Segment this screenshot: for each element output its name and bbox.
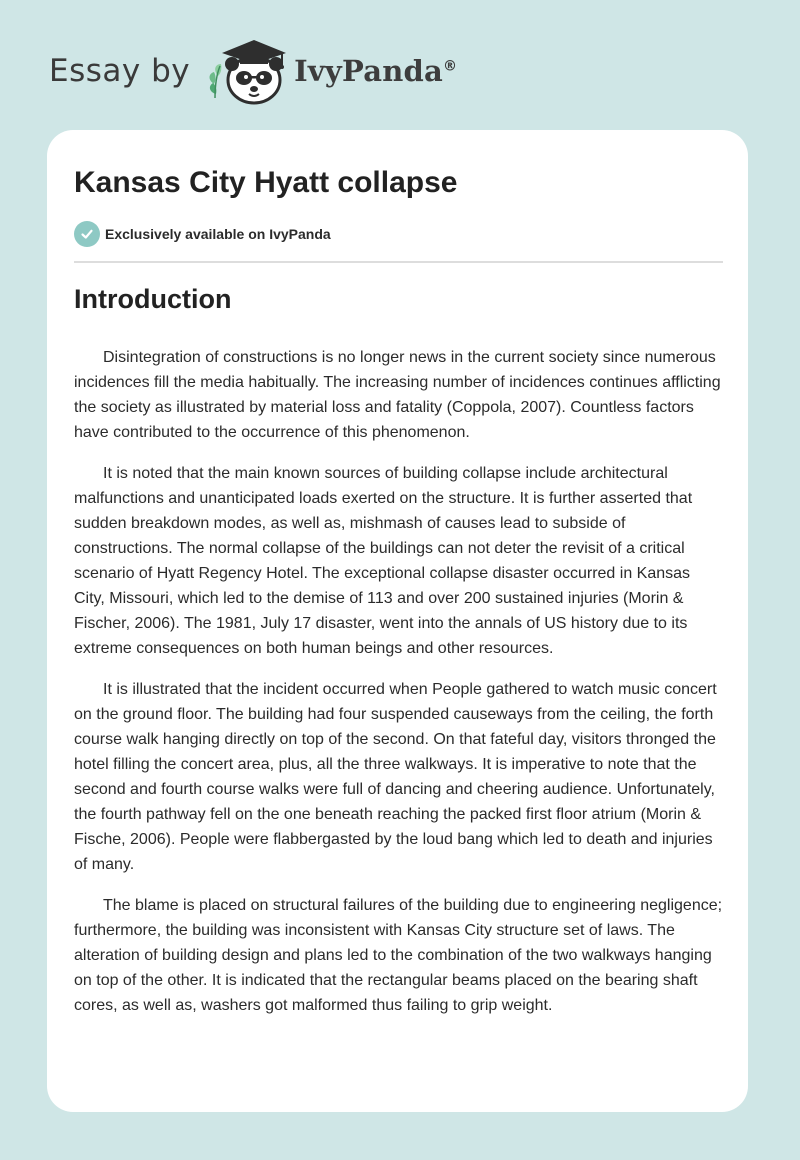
brand-name: IvyPanda® (294, 54, 458, 88)
title-divider (74, 261, 723, 263)
registered-mark: ® (442, 58, 458, 75)
exclusive-badge (74, 221, 331, 247)
essay-body (74, 345, 723, 1034)
site-brand[interactable] (49, 36, 457, 106)
paragraph: Disintegration of constructions is no longer news in the current society since numerous incidences fill the media habitually. The increasing number of incidences continues afflicting the society as illustrated by material loss and fatality (Coppola, 2007). Countless factors have contributed to the occurrence of this phenomenon. (74, 349, 721, 441)
page-title: Kansas City Hyatt collapse (74, 166, 458, 199)
section-heading: Introduction (74, 284, 232, 314)
paragraph: It is illustrated that the incident occurred when People gathered to watch music concert on the ground floor. The building had four suspended causeways from the ceiling, the forth course walk hanging directly on top of the second. On that fateful day, visitors thronged the hotel filling the concert area, plus, all the three walkways. It is imperative to note that the second and fourth course walks were full of dancing and cheering audience. Unfortunately, the fourth pathway fell on the one beneath reaching the packed first floor atrium (Morin & Fische, 2006). People were flabbergasted by the loud bang which led to death and injuries of many. (74, 681, 717, 873)
check-icon (74, 221, 100, 247)
paragraph: The blame is placed on structural failures of the building due to engineering negligence; furthermore, the building was inconsistent with Kansas City structure set of laws. The alteration of building design and plans led to the combination of the two walkways hanging on top of the other. It is indicated that the rectangular beams placed on the bearing shaft cores, as well as, washers got malformed thus failing to grip weight. (74, 897, 723, 1014)
essay-card (47, 130, 748, 1112)
exclusive-label: Exclusively available on IvyPanda (105, 226, 331, 242)
panda-logo-icon (204, 36, 292, 106)
brand-prefix: Essay by (49, 53, 191, 89)
paragraph: It is noted that the main known sources of building collapse include architectural malfunctions and unanticipated loads exerted on the structure. It is further asserted that sudden breakdown modes, as well as, mishmash of causes lead to subside of constructions. The normal collapse of the buildings can not deter the revisit of a critical scenario of Hyatt Regency Hotel. The exceptional collapse disaster occurred in Kansas City, Missouri, which led to the demise of 113 and over 200 sustained injuries (Morin & Fischer, 2006). The 1981, July 17 disaster, went into the annals of US history due to its extreme consequences on both human beings and other resources. (74, 465, 693, 657)
